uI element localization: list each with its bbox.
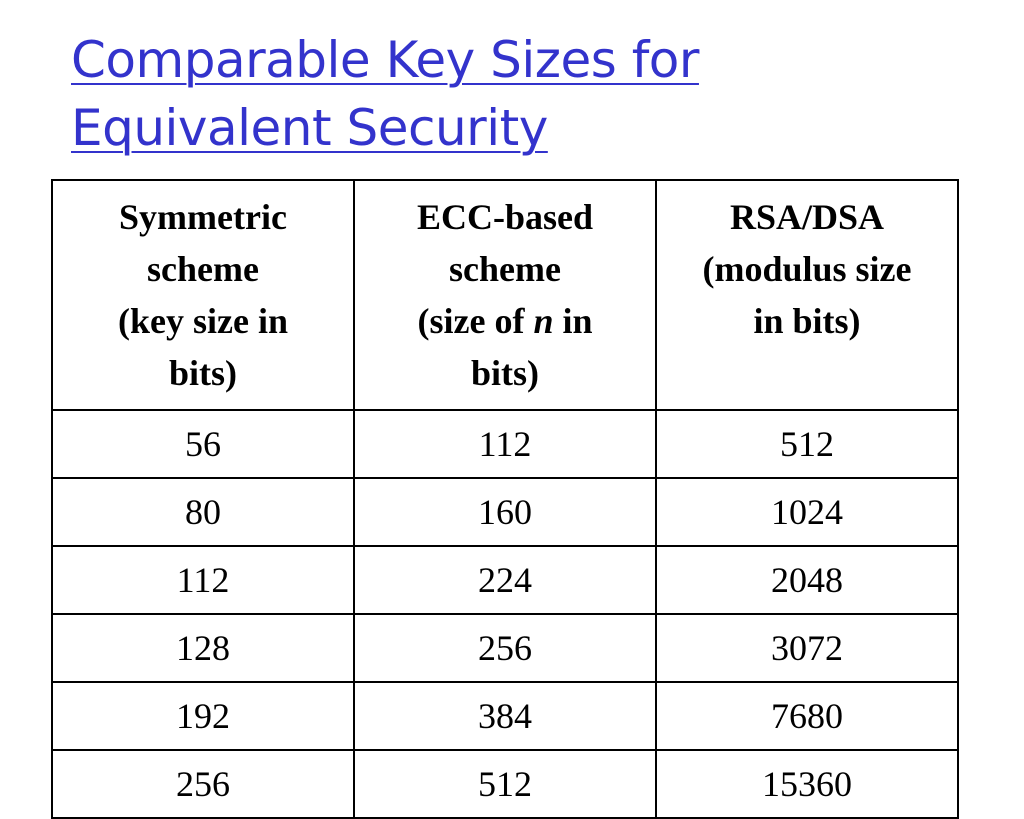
cell-ecc: 384 — [354, 682, 656, 750]
header-ecc-line-2: scheme — [449, 249, 561, 289]
header-rsa-dsa — [656, 180, 958, 410]
cell-symmetric: 192 — [52, 682, 354, 750]
header-rsa-line-3: in bits) — [753, 301, 861, 341]
cell-ecc: 256 — [354, 614, 656, 682]
cell-ecc: 112 — [354, 410, 656, 478]
table-row — [52, 750, 958, 818]
cell-symmetric: 256 — [52, 750, 354, 818]
key-size-table — [51, 179, 959, 819]
cell-ecc: 512 — [354, 750, 656, 818]
header-symmetric-line-3: (key size in — [118, 301, 288, 341]
header-ecc-line-1: ECC-based — [416, 197, 594, 237]
table-row — [52, 614, 958, 682]
header-symmetric-line-2: scheme — [147, 249, 259, 289]
cell-symmetric: 112 — [52, 546, 354, 614]
cell-symmetric: 80 — [52, 478, 354, 546]
table-row — [52, 546, 958, 614]
table-row — [52, 682, 958, 750]
cell-ecc: 224 — [354, 546, 656, 614]
header-symmetric-line-1: Symmetric — [119, 197, 287, 237]
header-symmetric — [52, 180, 354, 410]
cell-ecc: 160 — [354, 478, 656, 546]
cell-rsa: 512 — [656, 410, 958, 478]
table-row — [52, 478, 958, 546]
cell-symmetric: 128 — [52, 614, 354, 682]
cell-rsa: 3072 — [656, 614, 958, 682]
cell-rsa: 1024 — [656, 478, 958, 546]
header-symmetric-line-4: bits) — [168, 353, 237, 393]
header-rsa-line-2: (modulus size — [702, 249, 912, 289]
cell-symmetric: 56 — [52, 410, 354, 478]
table-row — [52, 410, 958, 478]
table-header-row — [52, 180, 958, 410]
header-ecc-line-3-pre: (size of — [417, 301, 534, 341]
title-line-2: Equivalent Security — [71, 99, 548, 157]
title-line-1: Comparable Key Sizes for — [71, 31, 699, 89]
cell-rsa: 15360 — [656, 750, 958, 818]
cell-rsa: 7680 — [656, 682, 958, 750]
header-ecc-line-3 — [355, 295, 655, 347]
cell-rsa: 2048 — [656, 546, 958, 614]
header-ecc-line-3-post: in — [553, 301, 593, 341]
header-ecc-line-4: bits) — [470, 353, 539, 393]
slide-title — [71, 26, 699, 162]
header-rsa-line-1: RSA/DSA — [729, 197, 885, 237]
header-ecc-variable-n: n — [533, 301, 554, 341]
header-ecc — [354, 180, 656, 410]
